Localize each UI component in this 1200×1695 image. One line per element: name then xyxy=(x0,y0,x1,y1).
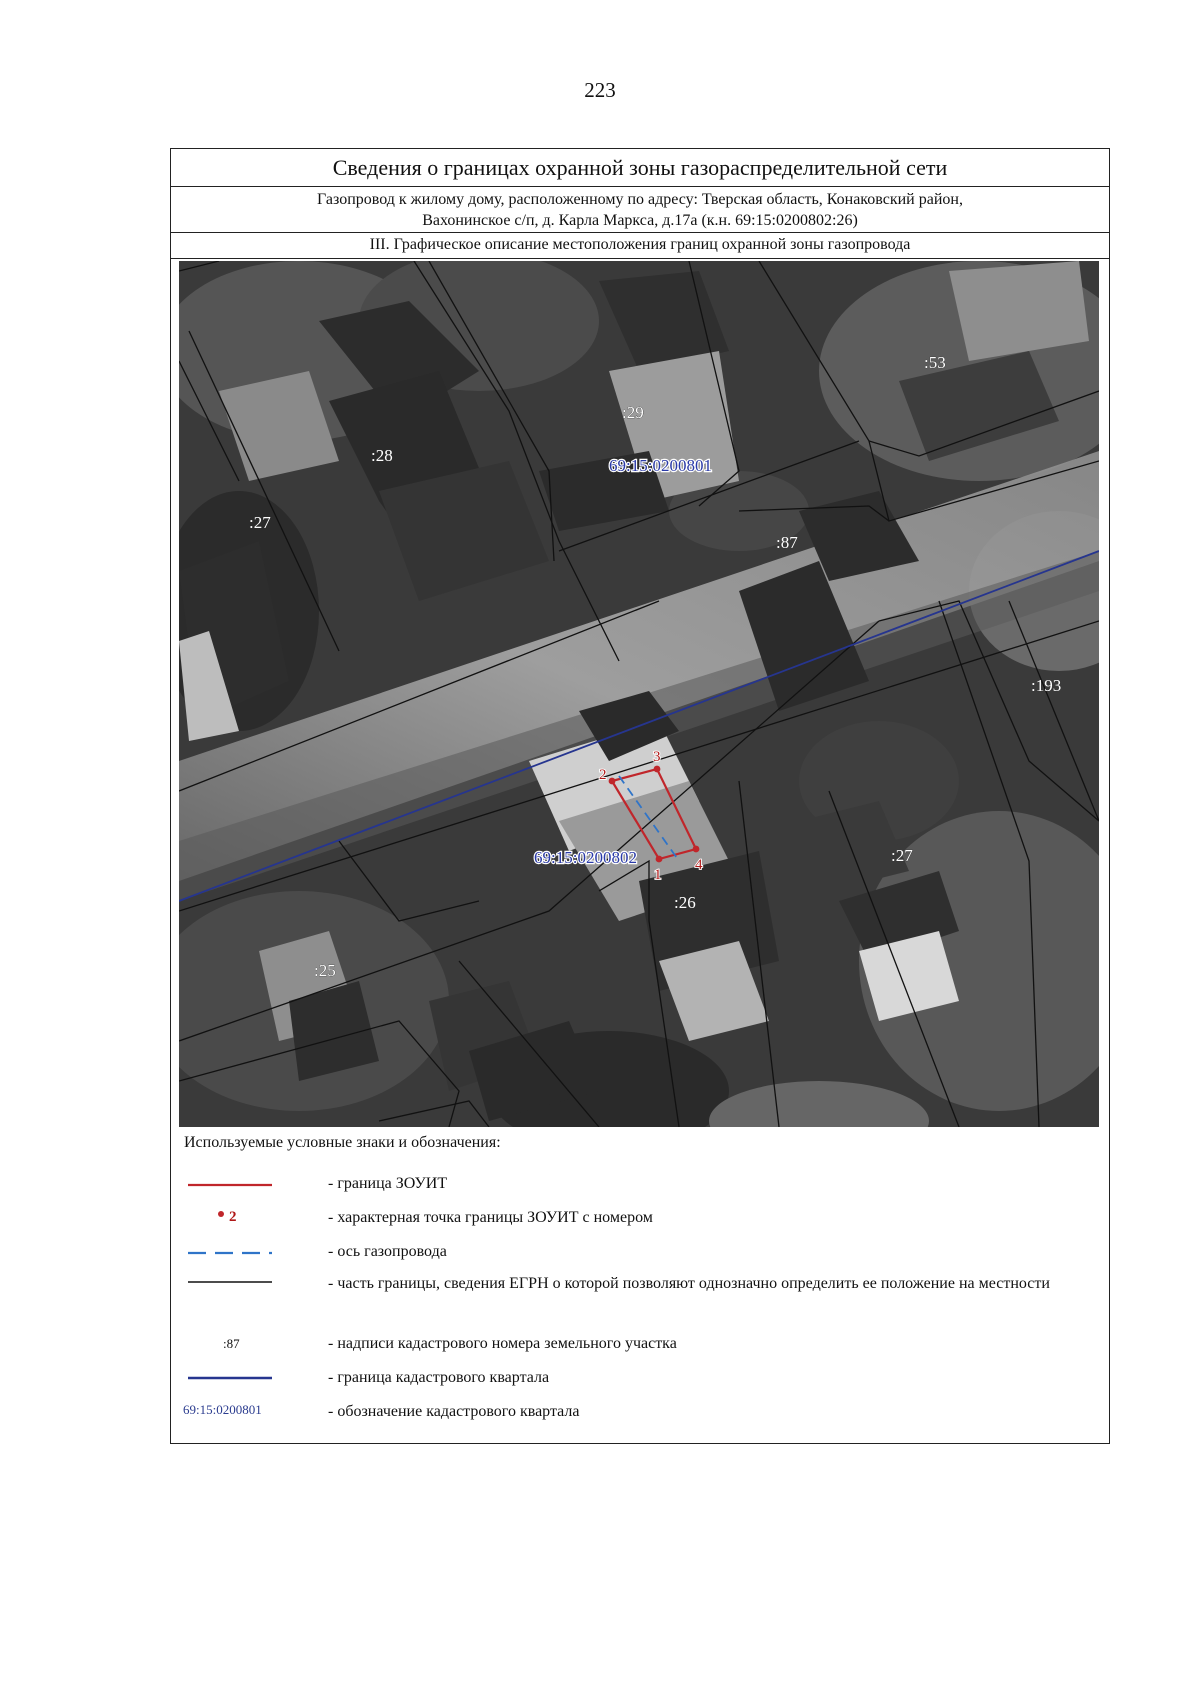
legend xyxy=(171,1134,1109,1434)
legend-text-zone-point: - характерная точка границы ЗОУИТ с номером xyxy=(328,1209,653,1226)
legend-text-block-label: - обозначение кадастрового квартала xyxy=(328,1403,580,1420)
parcel-label-26: :26 xyxy=(674,893,696,912)
parcel-label-28: :28 xyxy=(371,446,393,465)
object-description-line-2: Вахонинское с/п, д. Карла Маркса, д.17а (к.н. 69:15:0200802:26) xyxy=(422,212,858,229)
legend-sample-parcel-label: :87 xyxy=(223,1336,240,1351)
legend-sample-point-number: 2 xyxy=(229,1209,237,1225)
document-title: Сведения о границах охранной зоны газораспределительной сети xyxy=(171,149,1109,187)
legend-item-block-boundary xyxy=(171,1366,1109,1392)
legend-text-parcel-label: - надписи кадастрового номера земельного участка xyxy=(328,1335,677,1352)
legend-symbol-parcel-label xyxy=(171,1332,301,1358)
zone-point-2[interactable] xyxy=(609,778,616,785)
object-description xyxy=(171,187,1109,233)
legend-item-zone-boundary xyxy=(171,1172,1109,1198)
legend-item-gas-axis xyxy=(171,1240,1109,1266)
zone-point-3[interactable] xyxy=(654,766,661,773)
aerial-imagery xyxy=(179,261,1099,1127)
parcel-label-53: :53 xyxy=(924,353,946,372)
legend-text-gas-axis: - ось газопровода xyxy=(328,1243,447,1260)
zone-point-1[interactable] xyxy=(656,856,663,863)
parcel-label-27-south: :27 xyxy=(891,846,913,865)
zone-point-label-3: 3 xyxy=(653,749,661,765)
block-label-0200801: 69:15:0200801 xyxy=(609,456,712,475)
legend-item-block-label xyxy=(171,1400,1109,1426)
aerial-map-svg xyxy=(179,261,1099,1127)
parcel-label-27-north: :27 xyxy=(249,513,271,532)
zone-point-4[interactable] xyxy=(693,846,700,853)
zone-point-label-2: 2 xyxy=(599,767,607,783)
object-description-line-1: Газопровод к жилому дому, расположенному по адресу: Тверская область, Конаковский район, xyxy=(317,191,963,208)
block-label-0200802: 69:15:0200802 xyxy=(534,848,637,867)
legend-item-parcel-label xyxy=(171,1332,1109,1358)
parcel-label-25: :25 xyxy=(314,961,336,980)
cadastral-map[interactable] xyxy=(179,261,1099,1127)
legend-symbol-block-boundary xyxy=(171,1366,301,1392)
legend-sample-block-label: 69:15:0200801 xyxy=(183,1402,262,1417)
legend-text-parcel-boundary: - часть границы, сведения ЕГРН о которой позволяют однозначно определить ее положение на местности xyxy=(328,1275,1050,1292)
legend-text-zone-boundary: - граница ЗОУИТ xyxy=(328,1175,448,1192)
document-frame xyxy=(170,148,1110,1444)
parcel-label-29: :29 xyxy=(622,403,644,422)
legend-symbol-zone-boundary xyxy=(171,1172,301,1198)
parcel-label-87: :87 xyxy=(776,533,798,552)
section-title: III. Графическое описание местоположения границ охранной зоны газопровода xyxy=(171,233,1109,259)
parcel-label-193: :193 xyxy=(1031,676,1062,695)
zone-point-label-1: 1 xyxy=(654,867,662,883)
legend-heading: Используемые условные знаки и обозначения: xyxy=(184,1134,501,1151)
zone-point-label-4: 4 xyxy=(695,857,703,873)
legend-symbol-zone-point xyxy=(171,1206,301,1232)
legend-symbol-gas-axis xyxy=(171,1240,301,1266)
legend-item-zone-point xyxy=(171,1206,1109,1232)
legend-symbol-parcel-boundary xyxy=(171,1272,301,1322)
legend-symbol-block-label xyxy=(171,1400,301,1426)
legend-item-parcel-boundary xyxy=(171,1272,1109,1322)
page-number: 223 xyxy=(584,78,616,102)
legend-text-block-boundary: - граница кадастрового квартала xyxy=(328,1369,550,1386)
